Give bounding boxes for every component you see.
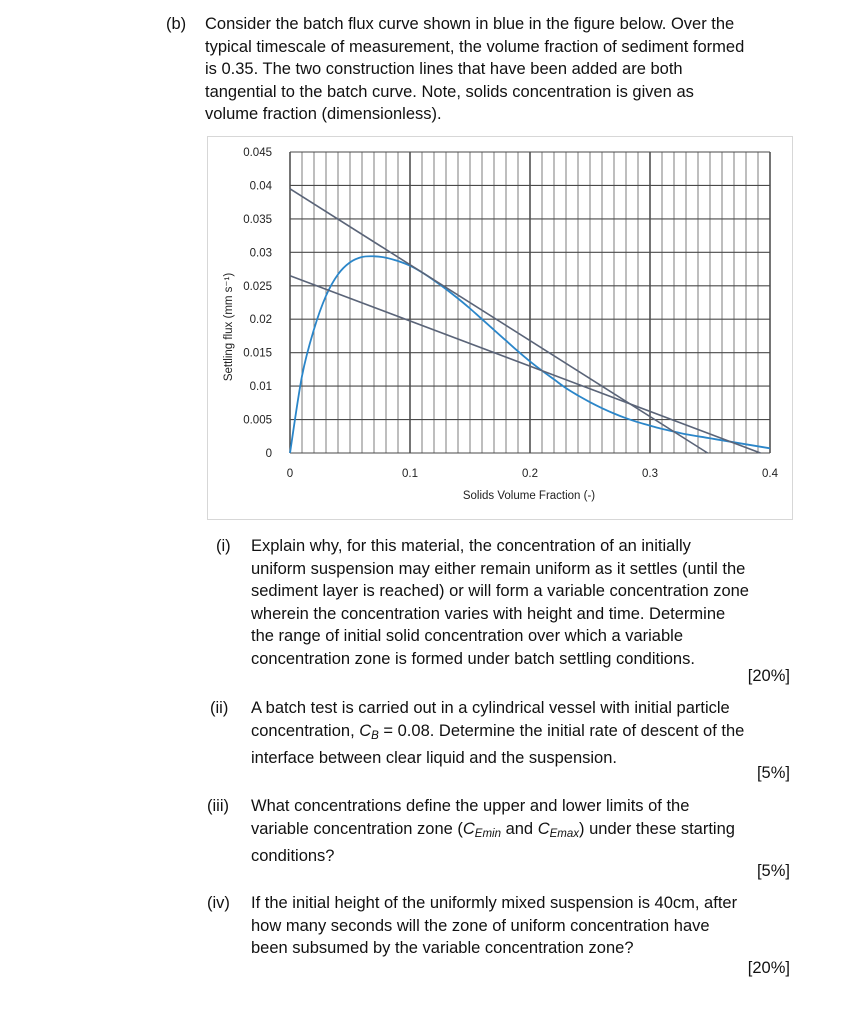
part-ii-marks: [5%]: [756, 764, 790, 782]
line-text: ) under these starting: [579, 819, 735, 838]
part-ii-label: (ii): [210, 699, 229, 717]
part-line: [251, 720, 811, 748]
part-line: uniform suspension may either remain uniform as it settles (until the: [251, 559, 746, 578]
part-line: If the initial height of the uniformly mixed suspension is 40cm, after: [251, 894, 738, 912]
batch-flux-chart: [208, 137, 792, 519]
y-tick-label: 0.025: [243, 280, 272, 293]
part-ii-text: [251, 697, 811, 770]
x-tick-label: 0.4: [762, 468, 778, 480]
subscript-emax: Emax: [549, 827, 580, 840]
part-iii-label: (iii): [207, 797, 229, 815]
y-tick-label: 0.005: [243, 414, 272, 427]
part-line: been subsumed by the variable concentration zone?: [251, 939, 634, 957]
y-tick-label: 0.04: [249, 180, 272, 193]
line-text: variable concentration zone (: [251, 819, 463, 838]
y-tick-label: 0.045: [243, 147, 272, 159]
part-line: the range of initial solid concentration over which a variable: [251, 627, 683, 645]
x-tick-label: 0.2: [522, 468, 538, 480]
part-line: What concentrations define the upper and lower limits of the: [251, 797, 690, 815]
part-i-label: (i): [216, 537, 231, 555]
part-line: sediment layer is reached) or will form a variable concentration zone: [251, 582, 749, 600]
part-line: A batch test is carried out in a cylindrical vessel with initial particle: [251, 699, 730, 717]
part-line: interface between clear liquid and the suspension.: [251, 749, 617, 767]
part-line: how many seconds will the zone of uniform concentration have: [251, 916, 710, 935]
y-tick-label: 0.02: [249, 314, 272, 327]
x-tick-label: 0.1: [402, 468, 418, 480]
part-iv-text: [251, 892, 811, 960]
symbol-c: C: [359, 721, 372, 740]
part-iv-label: (iv): [207, 894, 230, 912]
line-text: concentration,: [251, 721, 360, 740]
part-iii-text: [251, 795, 811, 868]
part-line: conditions?: [251, 847, 335, 865]
line-text: = 0.08. Determine the initial rate of descent of the: [378, 721, 745, 740]
subscript-emin: Emin: [474, 827, 501, 840]
question-text: [205, 13, 805, 126]
y-tick-label: 0.035: [243, 213, 272, 226]
question-line: is 0.35. The two construction lines that have been added are both: [205, 60, 683, 78]
y-axis-label: Settling flux (mm s⁻¹): [223, 272, 235, 382]
symbol-c: C: [462, 819, 475, 838]
construction-line: [290, 189, 708, 453]
batch-flux-figure: [207, 136, 793, 520]
y-tick-label: 0.015: [243, 347, 272, 360]
y-tick-label: 0.03: [249, 247, 272, 260]
part-line: [251, 818, 811, 846]
y-tick-label: 0.01: [249, 381, 272, 394]
subscript-b: B: [371, 729, 379, 742]
part-line: Explain why, for this material, the concentration of an initially: [251, 537, 691, 555]
symbol-c: C: [537, 819, 550, 838]
question-line: tangential to the batch curve. Note, solids concentration is given as: [205, 82, 694, 101]
y-tick-label: 0: [265, 448, 272, 460]
question-label: (b): [166, 15, 187, 33]
x-tick-label: 0.3: [642, 468, 658, 480]
x-tick-label: 0: [286, 468, 294, 480]
question-line: Consider the batch flux curve shown in blue in the figure below. Over the: [205, 15, 735, 33]
part-iii-marks: [5%]: [756, 862, 790, 880]
construction-line: [290, 276, 760, 453]
x-axis-label: Solids Volume Fraction (-): [462, 490, 596, 502]
question-line: volume fraction (dimensionless).: [205, 105, 442, 123]
question-line: typical timescale of measurement, the volume fraction of sediment formed: [205, 37, 745, 56]
part-line: wherein the concentration varies with height and time. Determine: [251, 604, 726, 623]
part-line: concentration zone is formed under batch settling conditions.: [251, 649, 695, 668]
part-i-marks: [20%]: [747, 667, 790, 685]
part-iv-marks: [20%]: [747, 959, 790, 977]
part-i-text: [251, 535, 811, 670]
line-text: and: [501, 819, 538, 838]
